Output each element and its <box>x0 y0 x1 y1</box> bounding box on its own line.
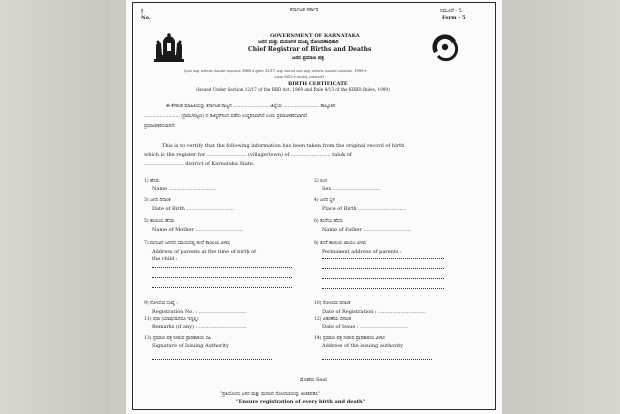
signature-label-kn: 13) ಪ್ರಮಾಣ ಪತ್ರ ನೀಡುವ ಪ್ರಾಧಿಕಾರಿಯ ಸಹಿ <box>144 336 212 341</box>
authority-address-label-kn: 14) ಪ್ರಮಾಣ ಪತ್ರ ನೀಡುವ ಪ್ರಾಧಿಕಾರಿಯ ವಿಳಾಸ <box>314 336 385 341</box>
authority-address-label: Address of the issuing authority <box>322 343 404 349</box>
sex-field: Sex .............................. <box>322 186 381 192</box>
issued-under: (Issued Under Section 12/17 of the RBD Act, 1969 and Rule 8/13 of the KRBD Rules, 1999) <box>196 87 390 92</box>
issued-under-kn-2: ನಿಯಮ 8/13 ರ ಅಡಿಯಲ್ಲಿ ನೀಡಲಾಗಿದೆ) <box>274 75 324 79</box>
pob-field: Place of Birth .............................. <box>322 206 406 212</box>
form-label: Form - 5 <box>442 15 466 21</box>
address-label-kn: 7) ಮಗುವಿನ ಜನನದ ಸಮಯದಲ್ಲಿ ತಂದೆ ತಾಯಿಯ ವಿಳಾಸ <box>144 241 230 246</box>
dob-field: Date of Birth .............................. <box>152 206 235 212</box>
sex-label-kn: 2) ಲಿಂಗ <box>314 179 328 184</box>
name-field: Name .............................. <box>152 186 217 192</box>
serial-label: No. <box>141 15 151 21</box>
state-emblem-icon <box>150 33 188 63</box>
intro-en-line3: ......................... district of Karnataka State. <box>144 161 255 167</box>
address-label: Address of parents at the time of birth of <box>152 249 257 255</box>
intro-kn-line3: ಪ್ರಮಾಣೀಕರಿಸಲಾಗಿದೆ. <box>144 124 176 129</box>
permanent-address-line <box>322 278 444 279</box>
registration-no-field: Registration No. : .............................. <box>152 309 247 315</box>
remarks-field: Remarks (if any) : .............................. <box>152 324 247 330</box>
registrar-title: Chief Registrar of Births and Deaths <box>248 46 372 53</box>
registrar-title-kn: ಜನನ ಮತ್ತು ಮರಣಗಳ ಮುಖ್ಯ ನೋಂದಣಾಧಿಕಾರಿ <box>258 39 339 45</box>
father-field: Name of Father .............................. <box>322 227 412 233</box>
permanent-address-label-kn: 8) ತಂದೆ ತಾಯಿಯ ಖಾಯಂ ವಿಳಾಸ <box>314 241 367 246</box>
intro-en-line2: which is the register for ......................... (village/town) of ......................... taluk of <box>144 152 352 158</box>
background-right <box>500 0 620 414</box>
govt-title: GOVERNMENT OF KARNATAKA <box>270 33 360 39</box>
intro-kn-line1: ಈ ಕೆಳಕಂಡ ಮಾಹಿತಿಯನ್ನು ಕರ್ನಾಟಕ ರಾಜ್ಯದ ......................... ಜಿಲ್ಲೆಯ ......................... ತಾಲ್ಲೂಕಿನ <box>166 104 336 109</box>
issued-under-kn: (ಜನನ ಮತ್ತು ಮರಣಗಳ ನೋಂದಣಿ ಅಧಿನಿಯಮ 1969 ರ ಪ್ರಕರಣ 12/17 ಮತ್ತು ಕರ್ನಾಟಕ ಜನನ ಮತ್ತು ಮರಣಗಳ ನೋಂದಣಿ ನಿಯಮಗಳು, 1999 ರ <box>184 69 367 73</box>
permanent-address-line <box>322 258 444 259</box>
dob-label-kn: 3) ಜನನ ದಿನಾಂಕ <box>144 198 171 203</box>
certificate-title: BIRTH CERTIFICATE <box>288 81 348 87</box>
registration-date-field: Date of Registration : .............................. <box>322 309 426 315</box>
registration-date-label-kn: 10) ನೋಂದಣಿ ದಿನಾಂಕ <box>314 301 351 306</box>
signature-label: Signature of Issuing Authority <box>152 343 229 349</box>
motto-kn: "ಪ್ರತಿಯೊಂದು ಜನನ ಮತ್ತು ಮರಣದ ನೋಂದಣಿಯನ್ನು ಖಚಿತಪಡಿಸಿ" <box>220 392 320 397</box>
mother-field: Name of Mother .............................. <box>152 227 244 233</box>
pob-label-kn: 4) ಜನನ ಸ್ಥಳ <box>314 198 335 203</box>
intro-en-line1: This is to certify that the following information has been taken from the original record of birth <box>162 143 405 149</box>
address-line <box>152 267 292 268</box>
intro-kn-line2: ......................... (ಗ್ರಾಮ/ಪಟ್ಟಣ) ದ ರಿಜಿಸ್ಟರ್‌ನಿಂದ ಪಡೆದು ಉದ್ಧರಿಸಲಾಗಿದೆ ಎಂದು ಪ್ರಮಾಣೀಕರಿಸಲಾಗಿದೆ <box>144 114 307 119</box>
address-line <box>152 287 292 288</box>
registration-no-label-kn: 9) ನೋಂದಣಿ ಸಂಖ್ಯೆ : <box>144 301 178 306</box>
remarks-label-kn: 11) ಷರಾ (ಯಾವುದಾದರೂ ಇದ್ದಲ್ಲಿ) <box>144 317 199 322</box>
govt-title-kn: ಕರ್ನಾಟಕ ಸರ್ಕಾರ <box>290 7 319 13</box>
authority-address-line <box>322 359 432 360</box>
background-left <box>0 0 110 414</box>
certificate-title-kn: ಜನನ ಪ್ರಮಾಣ ಪತ್ರ <box>292 55 324 61</box>
address-label-2: the child : <box>152 256 178 262</box>
name-label-kn: 1) ಹೆಸರು <box>144 179 160 184</box>
address-line <box>152 277 292 278</box>
serial-label-kn: ಕ್ರ <box>141 8 144 14</box>
signature-line <box>152 359 272 360</box>
permanent-address-line <box>322 288 444 289</box>
seal-label: ಮೊಹರು Seal <box>300 377 327 383</box>
registration-logo-icon <box>430 32 460 62</box>
permanent-address-line <box>322 268 444 269</box>
form-label-kn: ನಮೂನೆ - 5 <box>440 8 462 14</box>
issue-date-label-kn: 12) ವಿತರಣೆಯ ದಿನಾಂಕ <box>314 317 351 322</box>
father-label-kn: 6) ತಂದೆಯ ಹೆಸರು <box>314 219 344 224</box>
mother-label-kn: 5) ತಾಯಿಯ ಹೆಸರು <box>144 219 175 224</box>
issue-date-field: Date of Issue : .............................. <box>322 324 408 330</box>
motto: "Ensure registration of every birth and death" <box>236 399 366 405</box>
permanent-address-label: Permanent address of parents : <box>322 249 402 255</box>
